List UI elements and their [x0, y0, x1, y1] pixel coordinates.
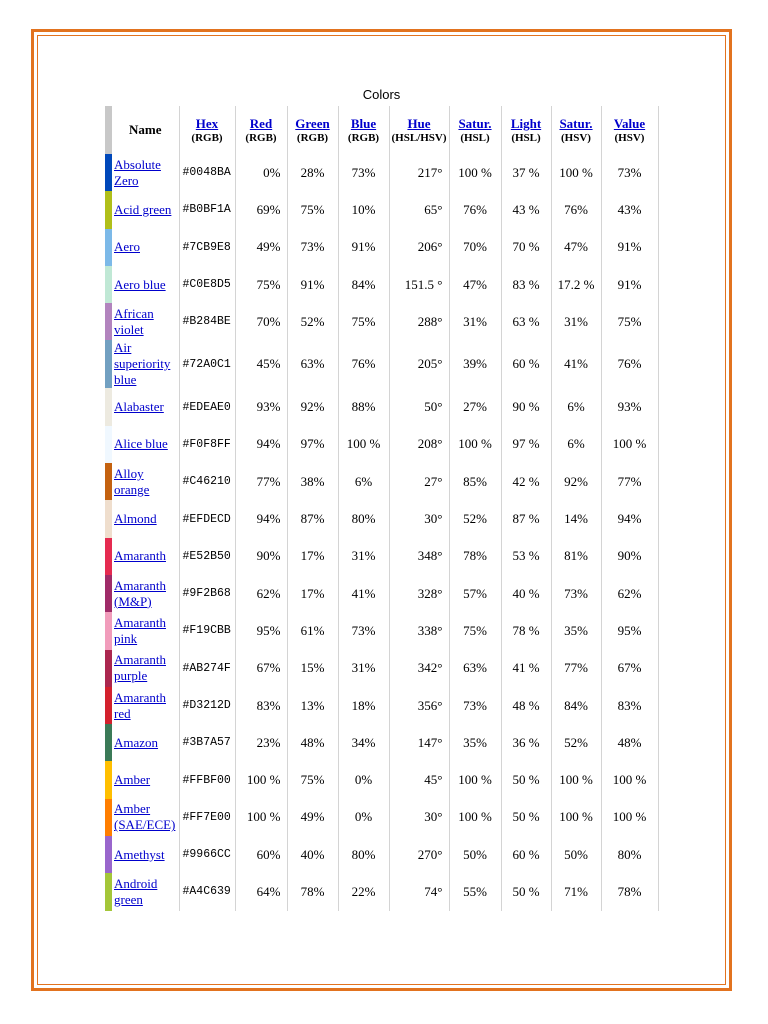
red-cell: 93% [235, 388, 287, 425]
blue-cell: 0% [338, 761, 389, 798]
hue-cell: 356° [389, 687, 449, 724]
header-value-link[interactable]: Value [613, 116, 646, 131]
color-swatch [105, 266, 112, 303]
name-cell [112, 191, 179, 228]
red-cell: 67% [235, 650, 287, 687]
color-swatch [105, 836, 112, 873]
name-cell [112, 687, 179, 724]
hex-cell: #B0BF1A [179, 191, 235, 228]
color-name-link[interactable]: Air superiority blue [114, 340, 171, 388]
sat-hsv-cell: 52% [551, 724, 601, 761]
light-cell: 42 % [501, 463, 551, 500]
table-row [105, 426, 658, 463]
hex-cell: #EFDECD [179, 500, 235, 537]
hex-cell: #EDEAE0 [179, 388, 235, 425]
sat-hsv-cell: 100 % [551, 154, 601, 191]
name-cell [112, 761, 179, 798]
sat-hsv-cell: 6% [551, 388, 601, 425]
name-cell [112, 463, 179, 500]
table-row [105, 388, 658, 425]
hue-cell: 270° [389, 836, 449, 873]
red-cell: 70% [235, 303, 287, 340]
header-row [105, 106, 658, 154]
hue-cell: 147° [389, 724, 449, 761]
red-cell: 64% [235, 873, 287, 910]
light-cell: 60 % [501, 340, 551, 388]
red-cell: 23% [235, 724, 287, 761]
hex-cell: #FFBF00 [179, 761, 235, 798]
blue-cell: 31% [338, 650, 389, 687]
header-hex: Hex (RGB) [179, 106, 235, 154]
sat-hsl-cell: 63% [449, 650, 501, 687]
light-cell: 83 % [501, 266, 551, 303]
color-swatch [105, 687, 112, 724]
light-cell: 50 % [501, 799, 551, 836]
hue-cell: 45° [389, 761, 449, 798]
blue-cell: 84% [338, 266, 389, 303]
green-cell: 75% [287, 191, 338, 228]
value-cell: 91% [601, 229, 658, 266]
color-swatch [105, 229, 112, 266]
color-swatch [105, 612, 112, 649]
color-name-link[interactable]: Acid green [114, 201, 172, 217]
name-cell [112, 836, 179, 873]
header-sat-hsl: Satur. (HSL) [449, 106, 501, 154]
hex-cell: #F0F8FF [179, 426, 235, 463]
color-swatch [105, 650, 112, 687]
light-cell: 40 % [501, 575, 551, 612]
color-name-link[interactable]: Alloy orange [114, 465, 150, 497]
value-cell: 76% [601, 340, 658, 388]
color-swatch [105, 340, 112, 388]
hue-cell: 74° [389, 873, 449, 910]
table-row [105, 687, 658, 724]
value-cell: 94% [601, 500, 658, 537]
blue-cell: 80% [338, 836, 389, 873]
blue-cell: 6% [338, 463, 389, 500]
red-cell: 95% [235, 612, 287, 649]
hex-cell: #B284BE [179, 303, 235, 340]
red-cell: 94% [235, 426, 287, 463]
hue-cell: 342° [389, 650, 449, 687]
value-cell: 67% [601, 650, 658, 687]
name-cell [112, 266, 179, 303]
hue-cell: 206° [389, 229, 449, 266]
color-swatch [105, 799, 112, 836]
header-blue-link[interactable]: Blue [350, 116, 377, 131]
green-cell: 13% [287, 687, 338, 724]
color-name-link[interactable]: Amaranth red [114, 689, 166, 721]
sat-hsl-cell: 47% [449, 266, 501, 303]
hex-cell: #0048BA [179, 154, 235, 191]
value-cell: 80% [601, 836, 658, 873]
color-swatch [105, 426, 112, 463]
green-cell: 75% [287, 761, 338, 798]
name-cell [112, 724, 179, 761]
green-cell: 17% [287, 538, 338, 575]
value-cell: 77% [601, 463, 658, 500]
sat-hsv-cell: 31% [551, 303, 601, 340]
color-swatch [105, 191, 112, 228]
color-name-link[interactable]: Amaranth pink [114, 614, 166, 646]
sat-hsv-cell: 100 % [551, 761, 601, 798]
blue-cell: 76% [338, 340, 389, 388]
hex-cell: #D3212D [179, 687, 235, 724]
green-cell: 97% [287, 426, 338, 463]
table-row [105, 761, 658, 798]
hex-cell: #72A0C1 [179, 340, 235, 388]
hex-cell: #3B7A57 [179, 724, 235, 761]
blue-cell: 31% [338, 538, 389, 575]
green-cell: 40% [287, 836, 338, 873]
sat-hsl-cell: 76% [449, 191, 501, 228]
hue-cell: 348° [389, 538, 449, 575]
hue-cell: 328° [389, 575, 449, 612]
hex-cell: #A4C639 [179, 873, 235, 910]
table-row [105, 191, 658, 228]
sat-hsl-cell: 55% [449, 873, 501, 910]
hue-cell: 151.5 ° [389, 266, 449, 303]
table-row [105, 500, 658, 537]
light-cell: 37 % [501, 154, 551, 191]
sat-hsl-cell: 78% [449, 538, 501, 575]
light-cell: 87 % [501, 500, 551, 537]
name-cell [112, 154, 179, 191]
header-blue: Blue (RGB) [338, 106, 389, 154]
value-cell: 90% [601, 538, 658, 575]
light-cell: 70 % [501, 229, 551, 266]
sat-hsl-cell: 50% [449, 836, 501, 873]
hue-cell: 30° [389, 500, 449, 537]
green-cell: 17% [287, 575, 338, 612]
red-cell: 94% [235, 500, 287, 537]
blue-cell: 10% [338, 191, 389, 228]
green-cell: 38% [287, 463, 338, 500]
value-cell: 83% [601, 687, 658, 724]
red-cell: 100 % [235, 799, 287, 836]
sat-hsv-cell: 6% [551, 426, 601, 463]
sat-hsl-cell: 52% [449, 500, 501, 537]
table-row [105, 538, 658, 575]
value-cell: 93% [601, 388, 658, 425]
value-cell: 48% [601, 724, 658, 761]
value-cell: 62% [601, 575, 658, 612]
color-name-link[interactable]: Amaranth (M&P) [114, 577, 166, 609]
name-cell [112, 500, 179, 537]
value-cell: 100 % [601, 799, 658, 836]
sat-hsv-cell: 76% [551, 191, 601, 228]
sat-hsl-cell: 100 % [449, 154, 501, 191]
value-cell: 100 % [601, 426, 658, 463]
header-sat-hsv: Satur. (HSV) [551, 106, 601, 154]
hex-cell: #9F2B68 [179, 575, 235, 612]
green-cell: 73% [287, 229, 338, 266]
sat-hsv-cell: 35% [551, 612, 601, 649]
light-cell: 90 % [501, 388, 551, 425]
hue-cell: 30° [389, 799, 449, 836]
sat-hsl-cell: 39% [449, 340, 501, 388]
sat-hsv-cell: 77% [551, 650, 601, 687]
blue-cell: 75% [338, 303, 389, 340]
red-cell: 45% [235, 340, 287, 388]
sat-hsl-cell: 27% [449, 388, 501, 425]
blue-cell: 80% [338, 500, 389, 537]
table-row [105, 612, 658, 649]
sat-hsl-cell: 73% [449, 687, 501, 724]
green-cell: 48% [287, 724, 338, 761]
name-cell [112, 388, 179, 425]
table-row [105, 873, 658, 910]
green-cell: 61% [287, 612, 338, 649]
color-swatch [105, 154, 112, 191]
sat-hsv-cell: 50% [551, 836, 601, 873]
blue-cell: 22% [338, 873, 389, 910]
header-hue-link[interactable]: Hue [407, 116, 431, 131]
sat-hsv-cell: 41% [551, 340, 601, 388]
sat-hsv-cell: 17.2 % [551, 266, 601, 303]
header-hue: Hue (HSL/HSV) [389, 106, 449, 154]
table-row [105, 266, 658, 303]
red-cell: 77% [235, 463, 287, 500]
header-green: Green (RGB) [287, 106, 338, 154]
table-row [105, 229, 658, 266]
sat-hsl-cell: 35% [449, 724, 501, 761]
sat-hsv-cell: 47% [551, 229, 601, 266]
blue-cell: 73% [338, 154, 389, 191]
red-cell: 62% [235, 575, 287, 612]
hue-cell: 208° [389, 426, 449, 463]
light-cell: 36 % [501, 724, 551, 761]
red-cell: 69% [235, 191, 287, 228]
blue-cell: 34% [338, 724, 389, 761]
color-swatch [105, 724, 112, 761]
table-row [105, 340, 658, 388]
red-cell: 100 % [235, 761, 287, 798]
red-cell: 90% [235, 538, 287, 575]
name-cell [112, 873, 179, 910]
green-cell: 15% [287, 650, 338, 687]
value-cell: 91% [601, 266, 658, 303]
name-cell [112, 340, 179, 388]
sat-hsl-cell: 85% [449, 463, 501, 500]
color-name-link[interactable]: Amaranth purple [114, 652, 166, 684]
header-sat-hsv-link[interactable]: Satur. [559, 116, 593, 131]
table-row [105, 303, 658, 340]
color-name-link[interactable]: Amber (SAE/ECE) [114, 801, 176, 833]
header-light-link[interactable]: Light [510, 116, 542, 131]
color-name-link[interactable]: Almond [114, 511, 157, 527]
red-cell: 60% [235, 836, 287, 873]
sat-hsl-cell: 31% [449, 303, 501, 340]
value-cell: 100 % [601, 761, 658, 798]
color-name-link[interactable]: Alice blue [114, 436, 168, 452]
header-value: Value (HSV) [601, 106, 658, 154]
table-row [105, 463, 658, 500]
table-row [105, 650, 658, 687]
sat-hsl-cell: 70% [449, 229, 501, 266]
color-name-link[interactable]: Aero [114, 239, 140, 255]
hue-cell: 50° [389, 388, 449, 425]
hue-cell: 65° [389, 191, 449, 228]
blue-cell: 41% [338, 575, 389, 612]
light-cell: 43 % [501, 191, 551, 228]
color-name-link[interactable]: Alabaster [114, 399, 164, 415]
red-cell: 75% [235, 266, 287, 303]
header-red-link[interactable]: Red [249, 116, 273, 131]
light-cell: 41 % [501, 650, 551, 687]
hue-cell: 217° [389, 154, 449, 191]
table-row [105, 154, 658, 191]
header-green-link[interactable]: Green [295, 116, 330, 131]
blue-cell: 18% [338, 687, 389, 724]
hue-cell: 288° [389, 303, 449, 340]
name-cell [112, 538, 179, 575]
name-cell [112, 575, 179, 612]
hex-cell: #9966CC [179, 836, 235, 873]
blue-cell: 88% [338, 388, 389, 425]
blue-cell: 100 % [338, 426, 389, 463]
green-cell: 87% [287, 500, 338, 537]
color-name-link[interactable]: Android green [114, 875, 158, 907]
hex-cell: #C46210 [179, 463, 235, 500]
blue-cell: 91% [338, 229, 389, 266]
blue-cell: 73% [338, 612, 389, 649]
name-cell [112, 650, 179, 687]
sat-hsl-cell: 100 % [449, 799, 501, 836]
value-cell: 75% [601, 303, 658, 340]
green-cell: 49% [287, 799, 338, 836]
header-sat-hsl-link[interactable]: Satur. [458, 116, 492, 131]
color-swatch [105, 500, 112, 537]
table-row [105, 724, 658, 761]
value-cell: 95% [601, 612, 658, 649]
sat-hsv-cell: 81% [551, 538, 601, 575]
hue-cell: 27° [389, 463, 449, 500]
name-cell [112, 303, 179, 340]
hex-cell: #FF7E00 [179, 799, 235, 836]
color-name-link[interactable]: Aero blue [114, 276, 166, 292]
light-cell: 53 % [501, 538, 551, 575]
color-swatch [105, 463, 112, 500]
color-name-link[interactable]: African violet [114, 305, 154, 337]
header-hex-link[interactable]: Hex [195, 116, 219, 131]
name-cell [112, 612, 179, 649]
value-cell: 43% [601, 191, 658, 228]
green-cell: 78% [287, 873, 338, 910]
hex-cell: #AB274F [179, 650, 235, 687]
name-cell [112, 426, 179, 463]
sat-hsv-cell: 71% [551, 873, 601, 910]
sat-hsv-cell: 14% [551, 500, 601, 537]
color-name-link[interactable]: Amaranth [114, 548, 166, 564]
sat-hsv-cell: 92% [551, 463, 601, 500]
color-name-link[interactable]: Amethyst [114, 846, 165, 862]
light-cell: 78 % [501, 612, 551, 649]
hue-cell: 205° [389, 340, 449, 388]
hex-cell: #C0E8D5 [179, 266, 235, 303]
green-cell: 92% [287, 388, 338, 425]
light-cell: 50 % [501, 761, 551, 798]
green-cell: 63% [287, 340, 338, 388]
colors-table [105, 106, 659, 911]
header-light: Light (HSL) [501, 106, 551, 154]
sat-hsl-cell: 100 % [449, 761, 501, 798]
name-cell [112, 799, 179, 836]
color-swatch [105, 761, 112, 798]
value-cell: 78% [601, 873, 658, 910]
green-cell: 91% [287, 266, 338, 303]
name-cell [112, 229, 179, 266]
sat-hsl-cell: 100 % [449, 426, 501, 463]
table-caption: Colors [362, 87, 401, 102]
hex-cell: #E52B50 [179, 538, 235, 575]
sat-hsv-cell: 100 % [551, 799, 601, 836]
light-cell: 97 % [501, 426, 551, 463]
header-red: Red (RGB) [235, 106, 287, 154]
header-strip [105, 106, 112, 154]
table-row [105, 799, 658, 836]
sat-hsv-cell: 84% [551, 687, 601, 724]
header-name: Name [112, 106, 179, 154]
color-swatch [105, 538, 112, 575]
color-name-link[interactable]: Absolute Zero [114, 156, 161, 188]
red-cell: 0% [235, 154, 287, 191]
color-name-link[interactable]: Amazon [114, 734, 159, 750]
table-row [105, 836, 658, 873]
hex-cell: #F19CBB [179, 612, 235, 649]
hue-cell: 338° [389, 612, 449, 649]
light-cell: 60 % [501, 836, 551, 873]
color-swatch [105, 388, 112, 425]
sat-hsl-cell: 75% [449, 612, 501, 649]
light-cell: 48 % [501, 687, 551, 724]
light-cell: 63 % [501, 303, 551, 340]
sat-hsv-cell: 73% [551, 575, 601, 612]
color-name-link[interactable]: Amber [114, 772, 151, 788]
sat-hsl-cell: 57% [449, 575, 501, 612]
green-cell: 52% [287, 303, 338, 340]
blue-cell: 0% [338, 799, 389, 836]
color-swatch [105, 575, 112, 612]
color-swatch [105, 303, 112, 340]
light-cell: 50 % [501, 873, 551, 910]
red-cell: 83% [235, 687, 287, 724]
red-cell: 49% [235, 229, 287, 266]
hex-cell: #7CB9E8 [179, 229, 235, 266]
table-row [105, 575, 658, 612]
color-swatch [105, 873, 112, 910]
green-cell: 28% [287, 154, 338, 191]
value-cell: 73% [601, 154, 658, 191]
